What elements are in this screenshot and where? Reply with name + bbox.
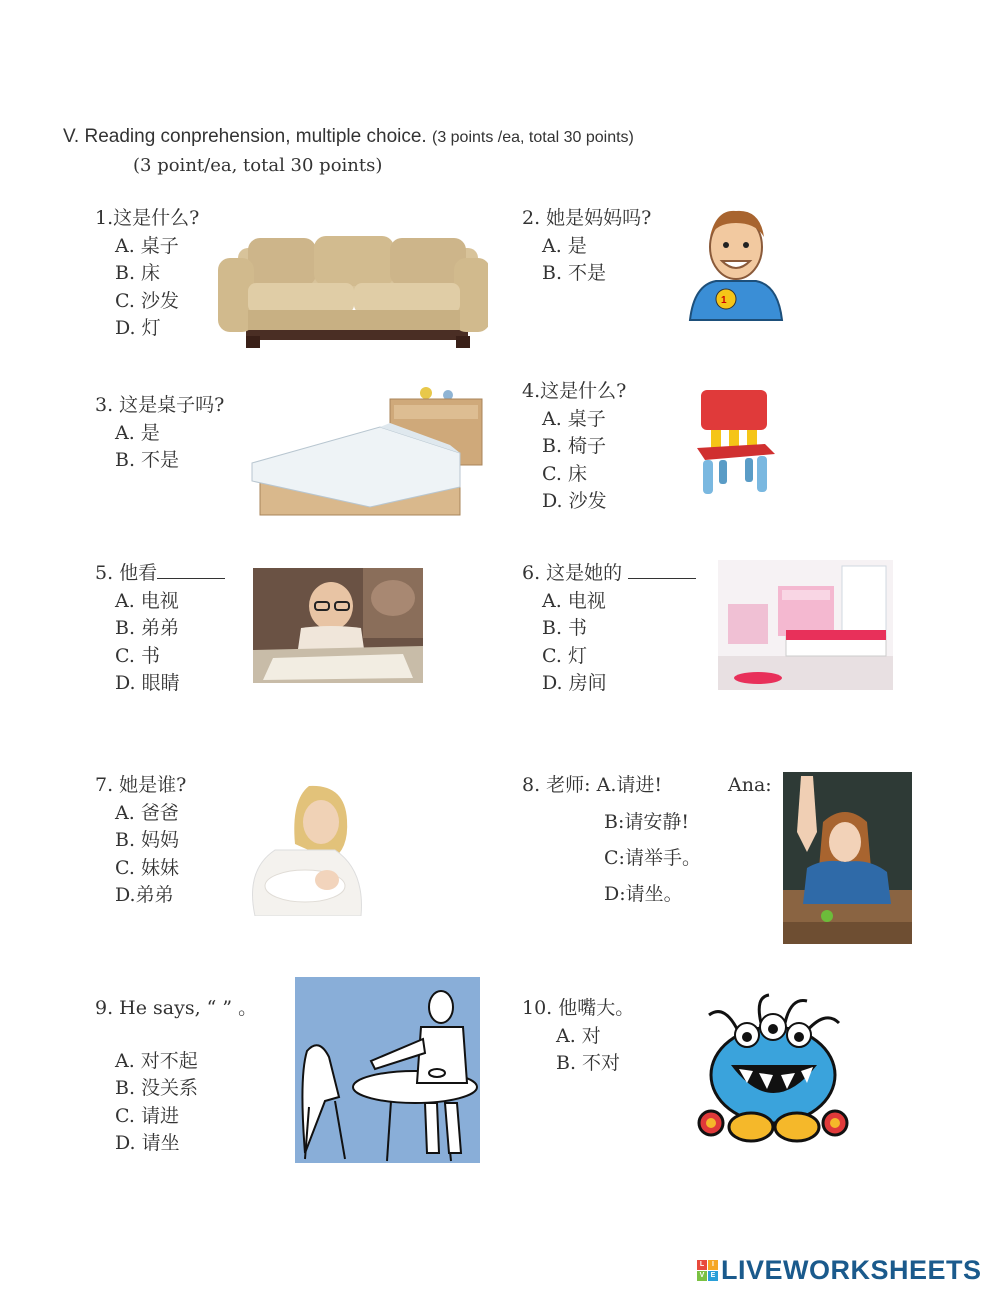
question-8: 8. 老师: A.请进!: [522, 774, 663, 796]
option[interactable]: B:请安静!: [604, 811, 689, 833]
option[interactable]: C. 请进: [115, 1104, 179, 1127]
option[interactable]: B. 床: [115, 262, 161, 284]
baby-reading-photo: [253, 568, 423, 683]
option[interactable]: D. 灯: [115, 317, 161, 339]
option[interactable]: A. 对: [556, 1024, 601, 1047]
option[interactable]: A. 是: [542, 234, 587, 257]
section-subtitle: (3 point/ea, total 30 points): [133, 155, 383, 176]
man-offering-seat-illustration: [295, 977, 480, 1163]
bedroom-photo: [718, 560, 893, 690]
option[interactable]: A. 爸爸: [115, 801, 179, 824]
mother-baby-photo: [235, 780, 375, 916]
student-raising-hand-photo: [783, 772, 912, 944]
question-4: 4.这是什么? A. 桌子 B. 椅子 C. 床 D. 沙发: [522, 378, 626, 516]
man-cartoon-image: [686, 205, 786, 325]
option[interactable]: A. 电视: [542, 589, 606, 612]
svg-text:1: 1: [721, 295, 727, 306]
question-10: 10. 他嘴大。 A. 对 B. 不对: [522, 995, 634, 1078]
option[interactable]: B. 书: [542, 617, 588, 639]
option[interactable]: C. 书: [115, 644, 160, 667]
option[interactable]: D:请坐。: [604, 883, 683, 905]
option[interactable]: D. 房间: [542, 672, 607, 694]
question-5: 5. 他看 A. 电视 B. 弟弟 C. 书 D. 眼睛: [95, 560, 225, 698]
option[interactable]: D. 眼睛: [115, 672, 180, 694]
option[interactable]: A. 是: [115, 421, 160, 444]
option[interactable]: B. 没关系: [115, 1077, 199, 1099]
answer-blank: [157, 560, 225, 579]
option[interactable]: D.弟弟: [115, 884, 174, 906]
option[interactable]: A.请进!: [596, 774, 663, 796]
option[interactable]: A. 电视: [115, 589, 179, 612]
question-1: 1.这是什么? A. 桌子 B. 床 C. 沙发 D. 灯: [95, 205, 199, 343]
option[interactable]: B. 不对: [556, 1052, 621, 1074]
question-6: 6. 这是她的 A. 电视 B. 书 C. 灯 D. 房间: [522, 560, 696, 698]
section-title: V. Reading conprehension, multiple choice. (3 points /ea, total 30 points): [63, 126, 634, 147]
option[interactable]: B. 不是: [542, 262, 607, 284]
option[interactable]: C. 灯: [542, 644, 587, 667]
option[interactable]: A. 桌子: [542, 407, 606, 430]
option[interactable]: D. 沙发: [542, 490, 607, 512]
option[interactable]: A. 桌子: [115, 234, 179, 257]
bed-image: [250, 383, 486, 523]
answer-blank: [628, 560, 696, 579]
sofa-image: [218, 228, 488, 350]
option[interactable]: B. 椅子: [542, 435, 607, 457]
question-9: 9. He says, “ ” 。 A. 对不起 B. 没关系 C. 请进 D. 请坐: [95, 995, 257, 1158]
question-2: 2. 她是妈妈吗? A. 是 B. 不是: [522, 205, 651, 288]
question-3: 3. 这是桌子吗? A. 是 B. 不是: [95, 392, 224, 475]
chair-image: [695, 388, 777, 498]
option[interactable]: C. 妹妹: [115, 856, 179, 879]
liveworksheets-logo: L I V E LIVEWORKSHEETS: [697, 1254, 982, 1286]
option[interactable]: B. 不是: [115, 449, 180, 471]
option[interactable]: C:请举手。: [604, 847, 701, 869]
option[interactable]: B. 妈妈: [115, 829, 180, 851]
option[interactable]: C. 沙发: [115, 289, 179, 312]
monster-cartoon-image: [695, 993, 850, 1146]
option[interactable]: A. 对不起: [115, 1049, 198, 1072]
option[interactable]: B. 弟弟: [115, 617, 180, 639]
option[interactable]: D. 请坐: [115, 1132, 180, 1154]
logo-badge-icon: L I V E: [697, 1260, 718, 1281]
speaker-label: Ana:: [728, 774, 772, 796]
question-7: 7. 她是谁? A. 爸爸 B. 妈妈 C. 妹妹 D.弟弟: [95, 772, 186, 910]
option[interactable]: C. 床: [542, 462, 587, 485]
